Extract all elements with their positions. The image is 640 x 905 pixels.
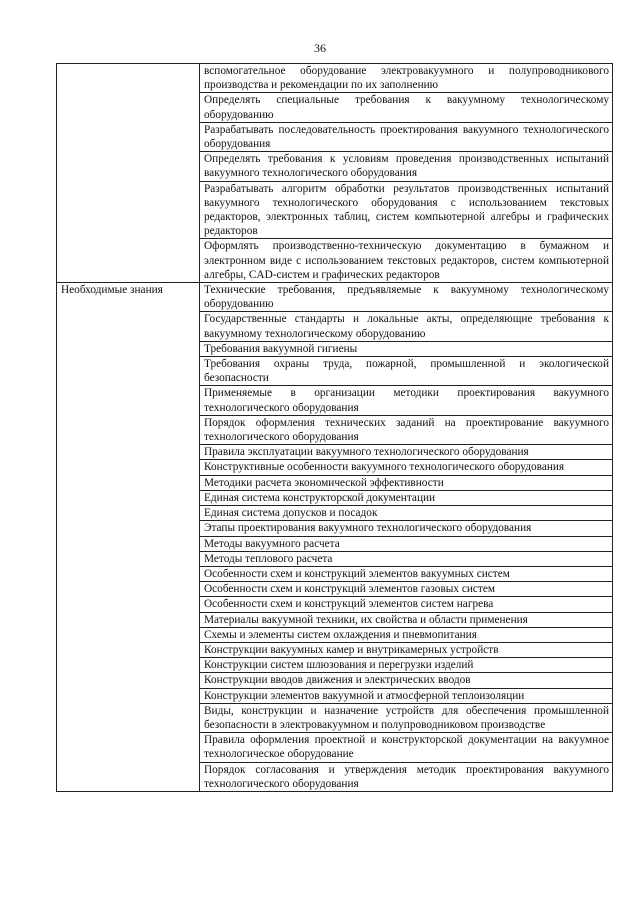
skill-item: Разрабатывать последовательность проектирования вакуумного технологического оборудования: [200, 122, 613, 151]
knowledge-item: Единая система конструкторской документации: [200, 490, 613, 505]
knowledge-item: Методы вакуумного расчета: [200, 536, 613, 551]
page-number: 36: [314, 41, 326, 55]
knowledge-item: Методики расчета экономической эффективности: [200, 475, 613, 490]
table-row: [57, 283, 613, 312]
knowledge-item: Конструктивные особенности вакуумного технологического оборудования: [200, 460, 613, 475]
knowledge-item: Конструкции систем шлюзования и перегрузки изделий: [200, 658, 613, 673]
knowledge-item: Виды, конструкции и назначение устройств для обеспечения промышленной безопасности в электровакуумном и полупроводниковом производстве: [200, 703, 613, 732]
knowledge-item: Государственные стандарты и локальные акты, определяющие требования к вакуумному технологическому оборудованию: [200, 312, 613, 341]
knowledge-item: Порядок оформления технических заданий на проектирование вакуумного технологического оборудования: [200, 415, 613, 444]
knowledge-item: Единая система допусков и посадок: [200, 506, 613, 521]
knowledge-item: Правила эксплуатации вакуумного технологического оборудования: [200, 445, 613, 460]
table-row: [57, 64, 613, 93]
knowledge-item: Технические требования, предъявляемые к вакуумному технологическому оборудованию: [200, 283, 613, 312]
skills-label-cell: [57, 64, 200, 283]
knowledge-item: Материалы вакуумной техники, их свойства и области применения: [200, 612, 613, 627]
knowledge-item: Конструкции элементов вакуумной и атмосферной теплоизоляции: [200, 688, 613, 703]
knowledge-item: Особенности схем и конструкций элементов систем нагрева: [200, 597, 613, 612]
knowledge-item: Особенности схем и конструкций элементов вакуумных систем: [200, 566, 613, 581]
knowledge-item: Порядок согласования и утверждения методик проектирования вакуумного технологического оборудования: [200, 762, 613, 791]
skill-item: Определять требования к условиям проведения производственных испытаний вакуумного технологического оборудования: [200, 152, 613, 181]
knowledge-item: Схемы и элементы систем охлаждения и пневмопитания: [200, 627, 613, 642]
knowledge-item: Применяемые в организации методики проектирования вакуумного технологического оборудования: [200, 386, 613, 415]
skill-item: Определять специальные требования к вакуумному технологическому оборудованию: [200, 93, 613, 122]
skill-item: Оформлять производственно-техническую документацию в бумажном и электронном виде с использованием текстовых редакторов, систем компьютерной алгебры, CAD-систем и графических редакторов: [200, 239, 613, 283]
knowledge-item: Конструкции вакуумных камер и внутрикамерных устройств: [200, 642, 613, 657]
knowledge-item: Особенности схем и конструкций элементов газовых систем: [200, 582, 613, 597]
knowledge-item: Правила оформления проектной и конструкторской документации на вакуумное технологическое оборудование: [200, 733, 613, 762]
knowledge-item: Конструкции вводов движения и электрических вводов: [200, 673, 613, 688]
knowledge-item: Этапы проектирования вакуумного технологического оборудования: [200, 521, 613, 536]
skill-item: Разрабатывать алгоритм обработки результатов производственных испытаний вакуумного технологического оборудования с использованием текстовых редакторов, электронных таблиц, систем компьютерной алгебры и графических редакторов: [200, 181, 613, 239]
knowledge-label: Необходимые знания: [57, 283, 200, 792]
knowledge-item: Требования вакуумной гигиены: [200, 341, 613, 356]
skill-item: вспомогательное оборудование электровакуумного и полупроводникового производства и рекомендации по их заполнению: [200, 64, 613, 93]
competency-table: [56, 63, 613, 792]
knowledge-item: Методы теплового расчета: [200, 551, 613, 566]
knowledge-item: Требования охраны труда, пожарной, промышленной и экологической безопасности: [200, 357, 613, 386]
